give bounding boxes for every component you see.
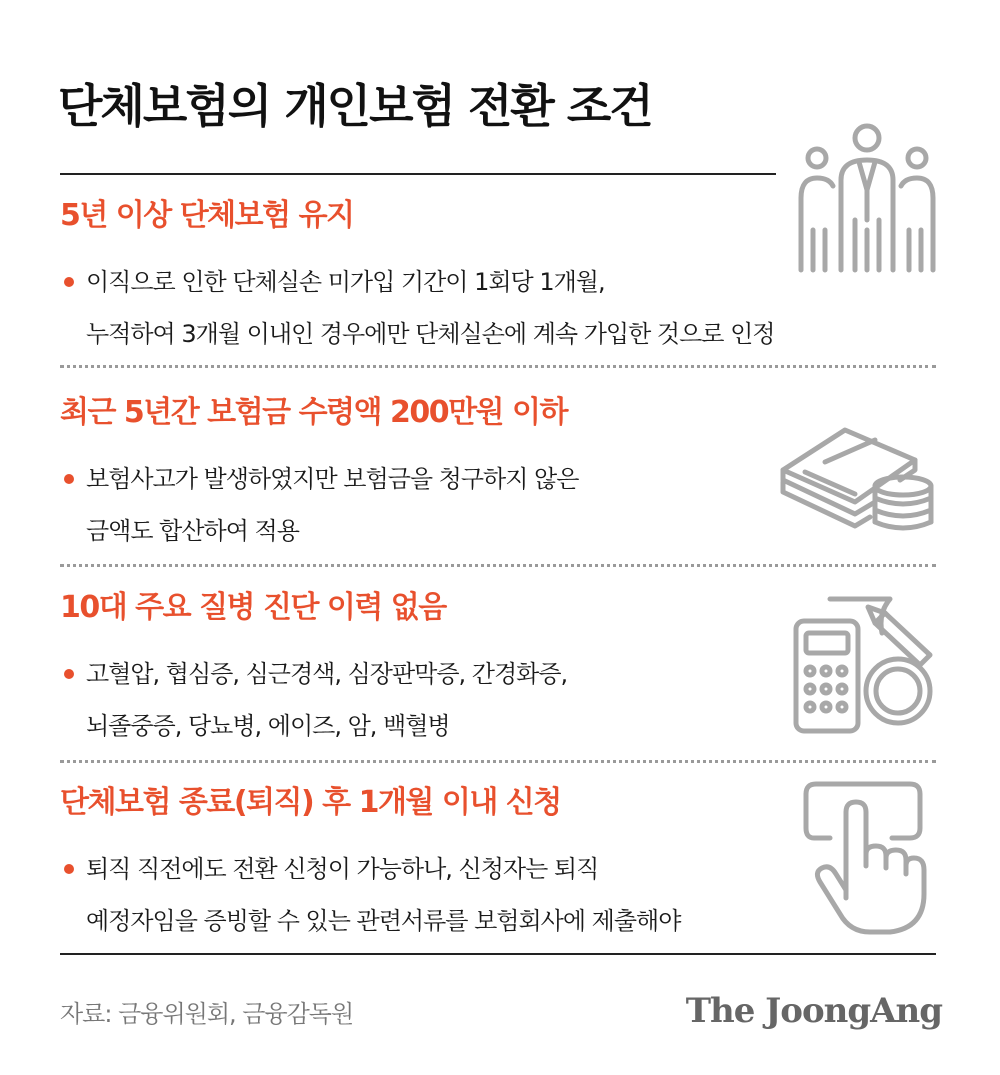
bullet-dot-icon (64, 864, 74, 874)
source-note: 자료: 금융위원회, 금융감독원 (60, 1000, 354, 1028)
detail-line: 퇴직 직전에도 전환 신청이 가능하나, 신청자는 퇴직 (86, 855, 599, 883)
top-divider (60, 173, 776, 175)
section-divider (60, 564, 936, 567)
people-icon (795, 120, 940, 280)
detail-line: 누적하여 3개월 이내인 경우에만 단체실손에 계속 가입한 것으로 인정 (86, 320, 775, 348)
calculator-magnifier-icon (790, 593, 940, 738)
section-divider (60, 760, 936, 763)
condition-heading: 10대 주요 질병 진단 이력 없음 (60, 590, 446, 625)
publisher-logo: The JoongAng (685, 991, 942, 1031)
page-title: 단체보험의 개인보험 전환 조건 (58, 79, 652, 133)
bullet-dot-icon (64, 669, 74, 679)
hand-pointer-icon (800, 778, 940, 938)
condition-heading: 최근 5년간 보험금 수령액 200만원 이하 (60, 395, 567, 430)
detail-line: 보험사고가 발생하였지만 보험금을 청구하지 않은 (86, 465, 579, 493)
detail-line: 금액도 합산하여 적용 (86, 517, 299, 545)
detail-line: 뇌졸중증, 당뇨병, 에이즈, 암, 백혈병 (86, 712, 450, 740)
bottom-divider (60, 953, 936, 955)
section-divider (60, 365, 936, 368)
bullet-dot-icon (64, 277, 74, 287)
condition-heading: 5년 이상 단체보험 유지 (60, 198, 354, 233)
condition-heading: 단체보험 종료(퇴직) 후 1개월 이내 신청 (60, 785, 561, 820)
detail-line: 예정자임을 증빙할 수 있는 관련서류를 보험회사에 제출해야 (86, 907, 681, 935)
detail-line: 고혈압, 협심증, 심근경색, 심장판막증, 간경화증, (86, 660, 568, 688)
detail-line: 이직으로 인한 단체실손 미가입 기간이 1회당 1개월, (86, 268, 605, 296)
money-coins-icon (775, 410, 940, 535)
bullet-dot-icon (64, 474, 74, 484)
